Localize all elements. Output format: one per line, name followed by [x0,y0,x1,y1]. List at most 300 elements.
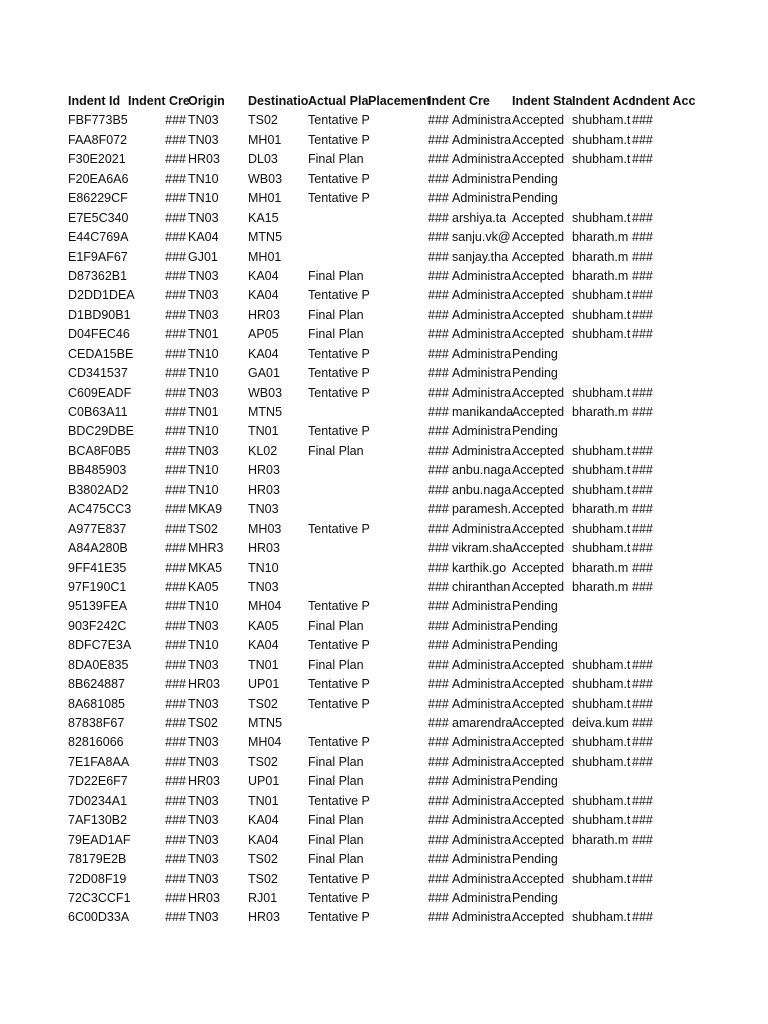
indent-id-cell[interactable]: 79EAD1AF [68,832,131,847]
origin-cell[interactable]: TN03 [188,832,219,847]
destination-cell[interactable]: TS02 [248,754,278,769]
indent-created-date-cell[interactable]: ### [428,152,449,167]
indent-status-cell[interactable]: Accepted [512,327,565,342]
indent-accepted-on-cell[interactable] [632,170,654,189]
origin-cell[interactable]: TN10 [188,638,219,653]
placement-cell[interactable] [368,131,428,150]
actual-plan-cell[interactable] [308,248,368,267]
placement-cell[interactable] [368,170,428,189]
actual-plan-cell[interactable] [308,403,368,422]
origin-cell[interactable]: TN03 [188,618,219,633]
indent-accepted-on-cell[interactable]: ### [632,230,653,245]
indent-id-cell[interactable]: FBF773B5 [68,113,128,128]
column-header-indent-accepted-by[interactable]: Indent Acc [572,94,636,108]
indent-created-cell[interactable]: ### [165,210,186,225]
indent-id-cell[interactable]: 8DFC7E3A [68,638,132,653]
indent-id-cell[interactable]: 6C00D33A [68,910,130,925]
created-by-cell[interactable]: Administra [452,890,512,905]
placement-cell[interactable] [368,267,428,286]
actual-plan-cell[interactable]: Tentative P [308,735,370,750]
indent-status-cell[interactable]: Pending [512,599,558,614]
actual-plan-cell[interactable]: Tentative P [308,890,370,905]
indent-created-cell[interactable]: ### [165,832,186,847]
destination-cell[interactable]: UP01 [248,677,280,692]
indent-accepted-by-cell[interactable]: shubham.t [572,443,631,458]
indent-id-cell[interactable]: A84A280B [68,541,128,556]
indent-created-date-cell[interactable]: ### [428,463,449,478]
indent-status-cell[interactable]: Pending [512,424,558,439]
indent-id-cell[interactable]: C609EADF [68,385,132,400]
indent-created-cell[interactable]: ### [165,385,186,400]
indent-id-cell[interactable]: FAA8F072 [68,132,128,147]
created-by-cell[interactable]: karthik.go [452,560,507,575]
destination-cell[interactable]: TN10 [248,560,279,575]
indent-accepted-by-cell[interactable]: bharath.m [572,249,629,264]
indent-id-cell[interactable]: AC475CC3 [68,502,132,517]
indent-created-date-cell[interactable]: ### [428,288,449,303]
indent-accepted-on-cell[interactable]: ### [632,210,653,225]
indent-created-cell[interactable]: ### [165,793,186,808]
origin-cell[interactable]: TN03 [188,268,219,283]
indent-created-cell[interactable]: ### [165,268,186,283]
indent-created-cell[interactable]: ### [165,521,186,536]
created-by-cell[interactable]: amarendra [452,716,513,730]
indent-accepted-on-cell[interactable]: ### [632,813,653,828]
indent-created-cell[interactable]: ### [165,754,186,769]
indent-accepted-on-cell[interactable]: ### [632,152,653,167]
origin-cell[interactable]: TN03 [188,735,219,750]
actual-plan-cell[interactable]: Tentative P [308,677,370,692]
created-by-cell[interactable]: Administra [452,813,512,828]
indent-created-date-cell[interactable]: ### [428,599,449,614]
destination-cell[interactable]: TS02 [248,871,278,886]
indent-created-cell[interactable]: ### [165,774,186,789]
indent-accepted-by-cell[interactable] [572,189,632,208]
column-header-destination[interactable]: Destinatio [248,94,309,108]
indent-created-date-cell[interactable]: ### [428,443,449,458]
indent-status-cell[interactable]: Accepted [512,113,565,128]
destination-cell[interactable]: KA15 [248,210,279,225]
indent-accepted-by-cell[interactable]: bharath.m [572,832,629,847]
indent-accepted-by-cell[interactable] [572,364,632,383]
indent-accepted-on-cell[interactable]: ### [632,502,653,517]
actual-plan-cell[interactable]: Tentative P [308,696,370,711]
indent-accepted-by-cell[interactable] [572,617,632,636]
placement-cell[interactable] [368,345,428,364]
indent-created-cell[interactable]: ### [165,307,186,322]
indent-accepted-on-cell[interactable]: ### [632,288,653,303]
indent-accepted-on-cell[interactable]: ### [632,113,653,128]
indent-status-cell[interactable]: Accepted [512,754,565,769]
actual-plan-cell[interactable]: Tentative P [308,638,370,653]
indent-status-cell[interactable]: Accepted [512,813,565,828]
indent-status-cell[interactable]: Accepted [512,463,565,478]
indent-accepted-on-cell[interactable]: ### [632,677,653,692]
indent-accepted-on-cell[interactable]: ### [632,307,653,322]
created-by-cell[interactable]: Administra [452,346,512,361]
placement-cell[interactable] [368,792,428,811]
indent-id-cell[interactable]: E86229CF [68,191,128,206]
indent-status-cell[interactable]: Accepted [512,832,565,847]
placement-cell[interactable] [368,733,428,752]
indent-accepted-by-cell[interactable]: shubham.t [572,307,631,322]
placement-cell[interactable] [368,228,428,247]
destination-cell[interactable]: KA04 [248,346,279,361]
indent-status-cell[interactable]: Accepted [512,696,565,711]
origin-cell[interactable]: TN10 [188,171,219,186]
created-by-cell[interactable]: Administra [452,774,512,789]
indent-created-date-cell[interactable]: ### [428,677,449,692]
indent-status-cell[interactable]: Pending [512,638,558,653]
actual-plan-cell[interactable]: Tentative P [308,521,370,536]
indent-accepted-by-cell[interactable]: shubham.t [572,754,631,769]
origin-cell[interactable]: HR03 [188,152,220,167]
column-header-indent-accepted-on[interactable]: Indent Acc [632,94,696,108]
origin-cell[interactable]: TN03 [188,210,219,225]
indent-created-cell[interactable]: ### [165,657,186,672]
indent-accepted-on-cell[interactable]: ### [632,521,653,536]
indent-accepted-by-cell[interactable]: shubham.t [572,152,631,167]
created-by-cell[interactable]: Administra [452,696,512,711]
indent-created-date-cell[interactable]: ### [428,618,449,633]
created-by-cell[interactable]: Administra [452,638,512,653]
placement-cell[interactable] [368,306,428,325]
placement-cell[interactable] [368,772,428,791]
created-by-cell[interactable]: Administra [452,521,512,536]
actual-plan-cell[interactable]: Final Plan [308,443,364,458]
indent-created-cell[interactable]: ### [165,424,186,439]
actual-plan-cell[interactable]: Tentative P [308,910,370,925]
destination-cell[interactable]: TS02 [248,852,278,867]
origin-cell[interactable]: TN03 [188,871,219,886]
indent-created-date-cell[interactable]: ### [428,307,449,322]
origin-cell[interactable]: TN03 [188,307,219,322]
indent-status-cell[interactable]: Accepted [512,443,565,458]
indent-created-date-cell[interactable]: ### [428,191,449,206]
indent-created-date-cell[interactable]: ### [428,579,449,594]
indent-accepted-by-cell[interactable] [572,422,632,441]
placement-cell[interactable] [368,578,428,597]
indent-id-cell[interactable]: 9FF41E35 [68,560,127,575]
indent-id-cell[interactable]: D2DD1DEA [68,288,135,303]
destination-cell[interactable]: MH01 [248,191,282,206]
origin-cell[interactable]: HR03 [188,774,220,789]
indent-created-cell[interactable]: ### [165,405,186,419]
indent-accepted-by-cell[interactable]: bharath.m [572,268,629,283]
placement-cell[interactable] [368,714,428,733]
actual-plan-cell[interactable] [308,228,368,247]
indent-accepted-on-cell[interactable]: ### [632,132,653,147]
created-by-cell[interactable]: Administra [452,327,512,342]
indent-accepted-on-cell[interactable]: ### [632,754,653,769]
indent-created-date-cell[interactable]: ### [428,852,449,867]
created-by-cell[interactable]: Administra [452,852,512,867]
indent-created-date-cell[interactable]: ### [428,754,449,769]
indent-status-cell[interactable]: Accepted [512,871,565,886]
indent-accepted-by-cell[interactable]: shubham.t [572,521,631,536]
actual-plan-cell[interactable] [308,461,368,480]
indent-accepted-by-cell[interactable]: shubham.t [572,132,631,147]
indent-created-date-cell[interactable]: ### [428,696,449,711]
indent-created-date-cell[interactable]: ### [428,346,449,361]
placement-cell[interactable] [368,189,428,208]
created-by-cell[interactable]: Administra [452,793,512,808]
indent-created-cell[interactable]: ### [165,346,186,361]
indent-created-date-cell[interactable]: ### [428,171,449,186]
origin-cell[interactable]: MHR3 [188,541,224,556]
indent-status-cell[interactable]: Accepted [512,405,565,419]
destination-cell[interactable]: MH04 [248,599,282,614]
placement-cell[interactable] [368,364,428,383]
indent-created-date-cell[interactable]: ### [428,249,449,264]
created-by-cell[interactable]: Administra [452,307,512,322]
indent-id-cell[interactable]: 903F242C [68,618,127,633]
indent-id-cell[interactable]: 87838F67 [68,716,125,730]
indent-id-cell[interactable]: 8B624887 [68,677,126,692]
indent-created-cell[interactable]: ### [165,871,186,886]
indent-created-date-cell[interactable]: ### [428,405,449,419]
placement-cell[interactable] [368,520,428,539]
indent-accepted-by-cell[interactable]: shubham.t [572,463,631,478]
indent-created-cell[interactable]: ### [165,230,186,245]
destination-cell[interactable]: KA04 [248,832,279,847]
column-header-indent-id[interactable]: Indent Id [68,94,121,108]
indent-created-cell[interactable]: ### [165,327,186,342]
actual-plan-cell[interactable]: Final Plan [308,754,364,769]
origin-cell[interactable]: TN03 [188,385,219,400]
indent-accepted-on-cell[interactable] [632,636,654,655]
origin-cell[interactable]: TS02 [188,716,218,730]
indent-created-cell[interactable]: ### [165,813,186,828]
indent-status-cell[interactable]: Accepted [512,502,565,517]
indent-created-date-cell[interactable]: ### [428,657,449,672]
indent-accepted-on-cell[interactable] [632,422,654,441]
indent-accepted-by-cell[interactable]: bharath.m [572,230,629,245]
indent-accepted-by-cell[interactable]: bharath.m [572,560,629,575]
created-by-cell[interactable]: Administra [452,132,512,147]
indent-status-cell[interactable]: Pending [512,890,558,905]
created-by-cell[interactable]: sanju.vk@ [452,230,511,245]
indent-created-cell[interactable]: ### [165,852,186,867]
indent-id-cell[interactable]: 8DA0E835 [68,657,129,672]
actual-plan-cell[interactable]: Final Plan [308,268,364,283]
indent-created-date-cell[interactable]: ### [428,638,449,653]
origin-cell[interactable]: TN03 [188,852,219,867]
indent-accepted-on-cell[interactable] [632,850,654,869]
created-by-cell[interactable]: Administra [452,288,512,303]
origin-cell[interactable]: TN03 [188,288,219,303]
indent-id-cell[interactable]: 7AF130B2 [68,813,128,828]
actual-plan-cell[interactable]: Final Plan [308,852,364,867]
placement-cell[interactable] [368,209,428,228]
actual-plan-cell[interactable] [308,578,368,597]
indent-id-cell[interactable]: 82816066 [68,735,124,750]
created-by-cell[interactable]: Administra [452,191,512,206]
actual-plan-cell[interactable]: Final Plan [308,307,364,322]
placement-cell[interactable] [368,675,428,694]
indent-accepted-on-cell[interactable]: ### [632,657,653,672]
placement-cell[interactable] [368,695,428,714]
indent-accepted-by-cell[interactable]: bharath.m [572,405,629,419]
placement-cell[interactable] [368,150,428,169]
placement-cell[interactable] [368,539,428,558]
indent-status-cell[interactable]: Accepted [512,677,565,692]
indent-accepted-on-cell[interactable]: ### [632,579,653,594]
actual-plan-cell[interactable]: Tentative P [308,793,370,808]
placement-cell[interactable] [368,753,428,772]
destination-cell[interactable]: RJ01 [248,890,278,905]
actual-plan-cell[interactable]: Final Plan [308,813,364,828]
created-by-cell[interactable]: Administra [452,871,512,886]
actual-plan-cell[interactable]: Final Plan [308,618,364,633]
indent-created-date-cell[interactable]: ### [428,735,449,750]
indent-created-cell[interactable]: ### [165,890,186,905]
indent-accepted-on-cell[interactable] [632,617,654,636]
destination-cell[interactable]: TS02 [248,113,278,128]
destination-cell[interactable]: KA04 [248,638,279,653]
origin-cell[interactable]: HR03 [188,677,220,692]
indent-created-cell[interactable]: ### [165,638,186,653]
indent-accepted-on-cell[interactable]: ### [632,735,653,750]
origin-cell[interactable]: TN10 [188,482,219,497]
placement-cell[interactable] [368,325,428,344]
indent-accepted-on-cell[interactable]: ### [632,910,653,925]
indent-created-date-cell[interactable]: ### [428,424,449,439]
destination-cell[interactable]: WB03 [248,385,283,400]
indent-accepted-by-cell[interactable]: bharath.m [572,502,629,517]
indent-id-cell[interactable]: A977E837 [68,521,127,536]
destination-cell[interactable]: KL02 [248,443,278,458]
placement-cell[interactable] [368,461,428,480]
indent-accepted-by-cell[interactable] [572,889,632,908]
destination-cell[interactable]: UP01 [248,774,280,789]
indent-accepted-by-cell[interactable]: shubham.t [572,677,631,692]
indent-accepted-by-cell[interactable]: shubham.t [572,327,631,342]
indent-id-cell[interactable]: CD341537 [68,366,128,381]
origin-cell[interactable]: TN03 [188,813,219,828]
indent-status-cell[interactable]: Accepted [512,541,565,556]
indent-accepted-on-cell[interactable]: ### [632,327,653,342]
indent-status-cell[interactable]: Accepted [512,579,565,594]
indent-created-cell[interactable]: ### [165,249,186,264]
created-by-cell[interactable]: anbu.naga [452,482,512,497]
origin-cell[interactable]: MKA5 [188,560,223,575]
destination-cell[interactable]: HR03 [248,482,280,497]
indent-created-date-cell[interactable]: ### [428,716,449,730]
indent-accepted-on-cell[interactable]: ### [632,793,653,808]
indent-accepted-on-cell[interactable]: ### [632,482,653,497]
indent-created-cell[interactable]: ### [165,191,186,206]
actual-plan-cell[interactable]: Final Plan [308,152,364,167]
indent-created-cell[interactable]: ### [165,910,186,925]
indent-accepted-on-cell[interactable]: ### [632,385,653,400]
origin-cell[interactable]: TN10 [188,424,219,439]
indent-accepted-on-cell[interactable]: ### [632,249,653,264]
indent-accepted-by-cell[interactable]: deiva.kum [572,716,629,730]
indent-created-date-cell[interactable]: ### [428,890,449,905]
indent-status-cell[interactable]: Accepted [512,268,565,283]
indent-accepted-on-cell[interactable] [632,364,654,383]
destination-cell[interactable]: MH01 [248,249,282,264]
destination-cell[interactable]: KA04 [248,268,279,283]
indent-status-cell[interactable]: Accepted [512,288,565,303]
destination-cell[interactable]: HR03 [248,307,280,322]
indent-created-cell[interactable]: ### [165,152,186,167]
placement-cell[interactable] [368,422,428,441]
indent-created-date-cell[interactable]: ### [428,385,449,400]
indent-accepted-by-cell[interactable]: shubham.t [572,113,631,128]
destination-cell[interactable]: HR03 [248,463,280,478]
placement-cell[interactable] [368,111,428,130]
indent-accepted-on-cell[interactable]: ### [632,832,653,847]
placement-cell[interactable] [368,403,428,422]
indent-status-cell[interactable]: Accepted [512,735,565,750]
indent-created-cell[interactable]: ### [165,113,186,128]
actual-plan-cell[interactable]: Tentative P [308,599,370,614]
indent-created-date-cell[interactable]: ### [428,871,449,886]
placement-cell[interactable] [368,889,428,908]
indent-created-date-cell[interactable]: ### [428,541,449,556]
indent-accepted-by-cell[interactable]: shubham.t [572,385,631,400]
actual-plan-cell[interactable]: Tentative P [308,385,370,400]
placement-cell[interactable] [368,597,428,616]
indent-id-cell[interactable]: BB485903 [68,463,127,478]
actual-plan-cell[interactable]: Tentative P [308,171,370,186]
origin-cell[interactable]: TN03 [188,696,219,711]
created-by-cell[interactable]: anbu.naga [452,463,512,478]
indent-id-cell[interactable]: F20EA6A6 [68,171,129,186]
origin-cell[interactable]: TN10 [188,346,219,361]
indent-accepted-on-cell[interactable]: ### [632,541,653,556]
column-header-origin[interactable]: Origin [188,94,225,108]
destination-cell[interactable]: TN01 [248,657,279,672]
placement-cell[interactable] [368,908,428,927]
indent-status-cell[interactable]: Accepted [512,716,565,730]
destination-cell[interactable]: TN01 [248,793,279,808]
indent-accepted-on-cell[interactable]: ### [632,463,653,478]
destination-cell[interactable]: MH01 [248,132,282,147]
indent-accepted-by-cell[interactable]: shubham.t [572,482,631,497]
indent-created-date-cell[interactable]: ### [428,366,449,381]
indent-status-cell[interactable]: Pending [512,366,558,381]
indent-created-date-cell[interactable]: ### [428,132,449,147]
indent-created-date-cell[interactable]: ### [428,832,449,847]
destination-cell[interactable]: HR03 [248,541,280,556]
indent-id-cell[interactable]: 78179E2B [68,852,127,867]
indent-status-cell[interactable]: Pending [512,191,558,206]
created-by-cell[interactable]: Administra [452,443,512,458]
indent-status-cell[interactable]: Accepted [512,152,565,167]
indent-created-cell[interactable]: ### [165,366,186,381]
indent-created-date-cell[interactable]: ### [428,230,449,245]
indent-created-cell[interactable]: ### [165,618,186,633]
destination-cell[interactable]: WB03 [248,171,283,186]
indent-created-cell[interactable]: ### [165,171,186,186]
indent-status-cell[interactable]: Accepted [512,385,565,400]
actual-plan-cell[interactable] [308,714,368,733]
destination-cell[interactable]: KA04 [248,288,279,303]
created-by-cell[interactable]: Administra [452,910,512,925]
indent-created-cell[interactable]: ### [165,443,186,458]
indent-status-cell[interactable]: Accepted [512,132,565,147]
origin-cell[interactable]: TN03 [188,132,219,147]
indent-created-cell[interactable]: ### [165,502,186,517]
indent-status-cell[interactable]: Accepted [512,521,565,536]
indent-created-cell[interactable]: ### [165,696,186,711]
actual-plan-cell[interactable]: Final Plan [308,657,364,672]
indent-id-cell[interactable]: D87362B1 [68,268,128,283]
origin-cell[interactable]: TN03 [188,910,219,925]
